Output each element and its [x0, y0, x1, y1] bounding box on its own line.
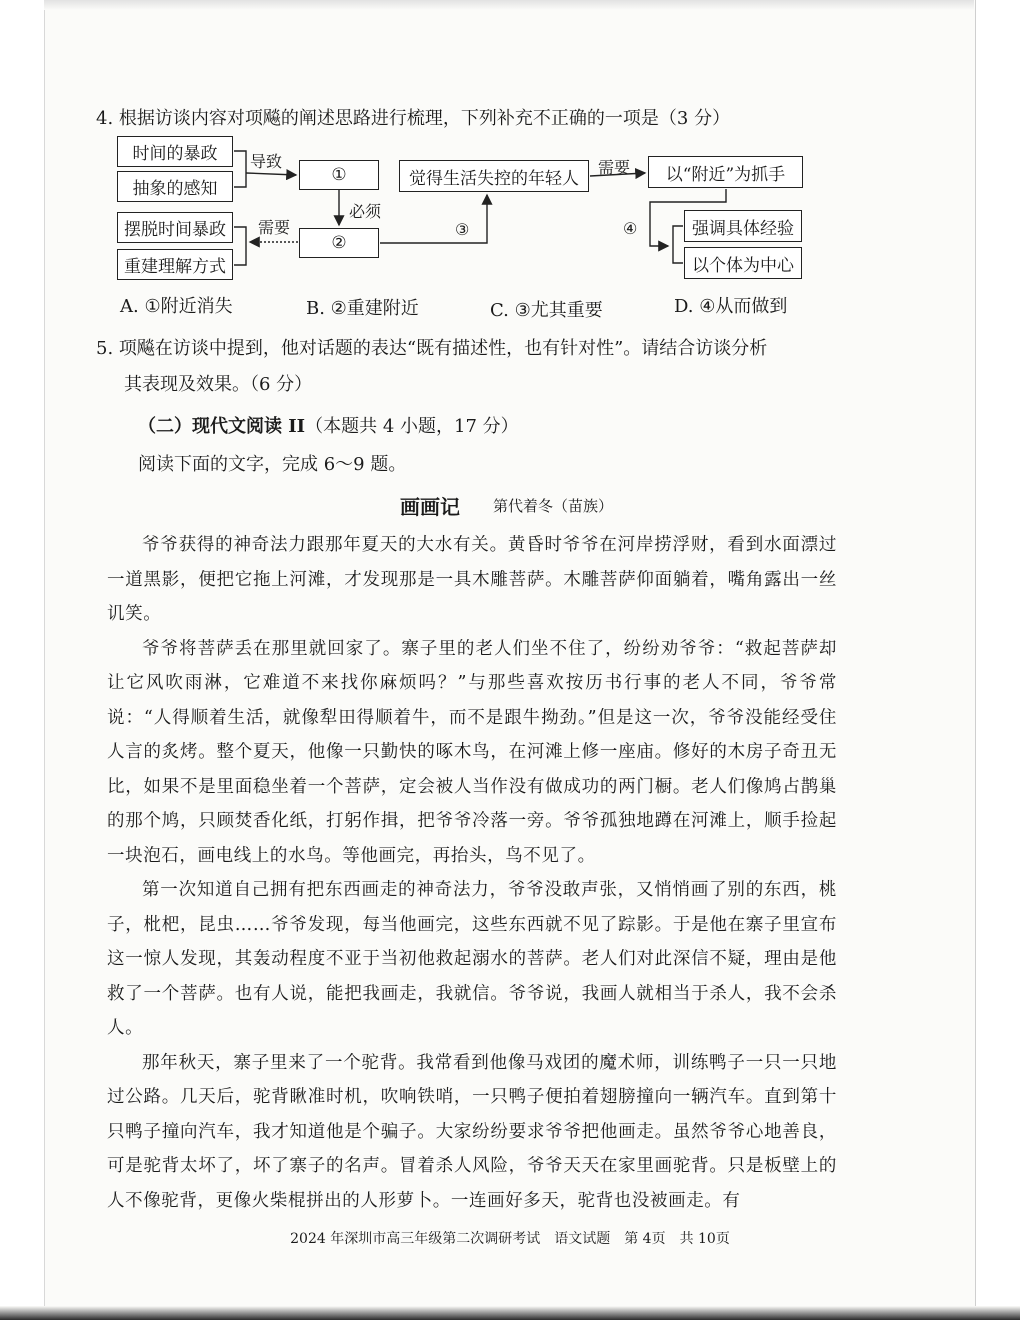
q4-stem: 4. 根据访谈内容对项飚的阐述思路进行梳理，下列补充不正确的一项是（3 分）	[96, 108, 731, 129]
section-heading-bold: （二）现代文阅读 II	[138, 416, 306, 437]
q4-option-c: C. ③尤其重要	[490, 300, 603, 321]
box-individual-centered: 以个体为中心	[684, 247, 802, 279]
page-bottom-edge	[0, 1306, 1020, 1320]
story-body	[107, 528, 837, 1218]
q4-option-b: B. ②重建附近	[306, 298, 419, 319]
arrow-leads-to	[246, 173, 296, 175]
q5-line-2: 其表现及效果。（6 分）	[124, 374, 313, 395]
q4-option-a: A. ①附近消失	[120, 296, 233, 317]
story-paragraph-4: 那年秋天，寨子里来了一个驼背。我常看到他像马戏团的魔术师，训练鸭子一只一只地过公路。几天后，驼背瞅准时机，吹响铁哨，一只鸭子便拍着翅膀撞向一辆汽车。直到第十只鸭子撞向汽车，我才知道他是个骗子。大家纷纷要求爷爷把他画走。虽然爷爷心地善良，可是驼背太坏了，坏了寨子的名声。冒着杀人风险，爷爷天天在家里画驼背。只是板壁上的人不像驼背，更像火柴棍拼出的人形萝卜。一连画好多天，驼背也没被画走。有	[107, 1052, 837, 1211]
arrow-blank-3	[380, 195, 487, 243]
diagram-connectors	[0, 0, 1020, 330]
box-rebuild-understanding: 重建理解方式	[117, 249, 233, 280]
box-time-tyranny: 时间的暴政	[117, 136, 233, 167]
label-need-left: 需要	[258, 218, 291, 237]
section-instruction: 阅读下面的文字，完成 6～9 题。	[138, 454, 407, 475]
section-heading	[138, 412, 519, 438]
label-leads-to: 导致	[250, 152, 283, 171]
q4-option-d: D. ④从而做到	[674, 296, 788, 317]
bracket-top-pair	[234, 151, 246, 187]
connector-nearby-down	[650, 189, 726, 246]
box-abstract-perception: 抽象的感知	[117, 171, 233, 202]
story-author: 第代着冬（苗族）	[493, 497, 614, 515]
story-title: 画画记	[400, 495, 460, 519]
label-must: 必须	[349, 202, 382, 221]
box-escape-time-tyranny: 摆脱时间暴政	[117, 212, 233, 243]
box-young-people: 觉得生活失控的年轻人	[399, 160, 589, 192]
box-blank-1: ①	[299, 160, 379, 190]
bracket-bottom-pair	[234, 227, 246, 265]
box-nearby-handle: 以“附近”为抓手	[648, 156, 803, 188]
label-need-right: 需要	[598, 158, 631, 177]
box-blank-2: ②	[299, 228, 379, 258]
page-footer: 2024 年深圳市高三年级第二次调研考试 语文试题 第 4页 共 10页	[290, 1231, 730, 1247]
arrow-need-right	[590, 173, 645, 176]
q5-line-1: 5. 项飚在访谈中提到，他对话题的表达“既有描述性，也有针对性”。请结合访谈分析	[96, 338, 768, 359]
label-blank-3: ③	[455, 220, 470, 239]
story-paragraph-2: 爷爷将菩萨丢在那里就回家了。寨子里的老人们坐不住了，纷纷劝爷爷：“救起菩萨却让它风吹雨淋，它难道不来找你麻烦吗？”与那些喜欢按历书行事的老人不同，爷爷常说：“人得顺着生活，就像犁田得顺着牛，而不是跟牛拗劲。”但是这一次，爷爷没能经受住人言的炙烤。整个夏天，他像一只勤快的啄木鸟，在河滩上修一座庙。修好的木房子奇丑无比，如果不是里面稳坐着一个菩萨，定会被人当作没有做成功的两门橱。老人们像鸠占鹊巢的那个鸠，只顾焚香化纸，打躬作揖，把爷爷冷落一旁。爷爷孤独地蹲在河滩上，顺手捡起一块泡石，画电线上的水鸟。等他画完，再抬头，鸟不见了。	[107, 638, 837, 866]
story-paragraph-3: 第一次知道自己拥有把东西画走的神奇法力，爷爷没敢声张，又悄悄画了别的东西，桃子，枇杷，昆虫……爷爷发现，每当他画完，这些东西就不见了踪影。于是他在寨子里宣布这一惊人发现，其轰动程度不亚于当初他救起溺水的菩萨。老人们对此深信不疑，理由是他救了一个菩萨。也有人说，能把我画走，我就信。爷爷说，我画人就相当于杀人，我不会杀人。	[107, 880, 837, 1038]
label-blank-4: ④	[623, 219, 638, 238]
section-heading-rest: （本题共 4 小题，17 分）	[305, 416, 519, 437]
story-paragraph-1: 爷爷获得的神奇法力跟那年夏天的大水有关。黄昏时爷爷在河岸捞浮财，看到水面漂过一道黑影，便把它拖上河滩，才发现那是一具木雕菩萨。木雕菩萨仰面躺着，嘴角露出一丝讥笑。	[107, 535, 837, 624]
bracket-right-pair	[673, 226, 683, 263]
box-concrete-experience: 强调具体经验	[684, 210, 802, 242]
